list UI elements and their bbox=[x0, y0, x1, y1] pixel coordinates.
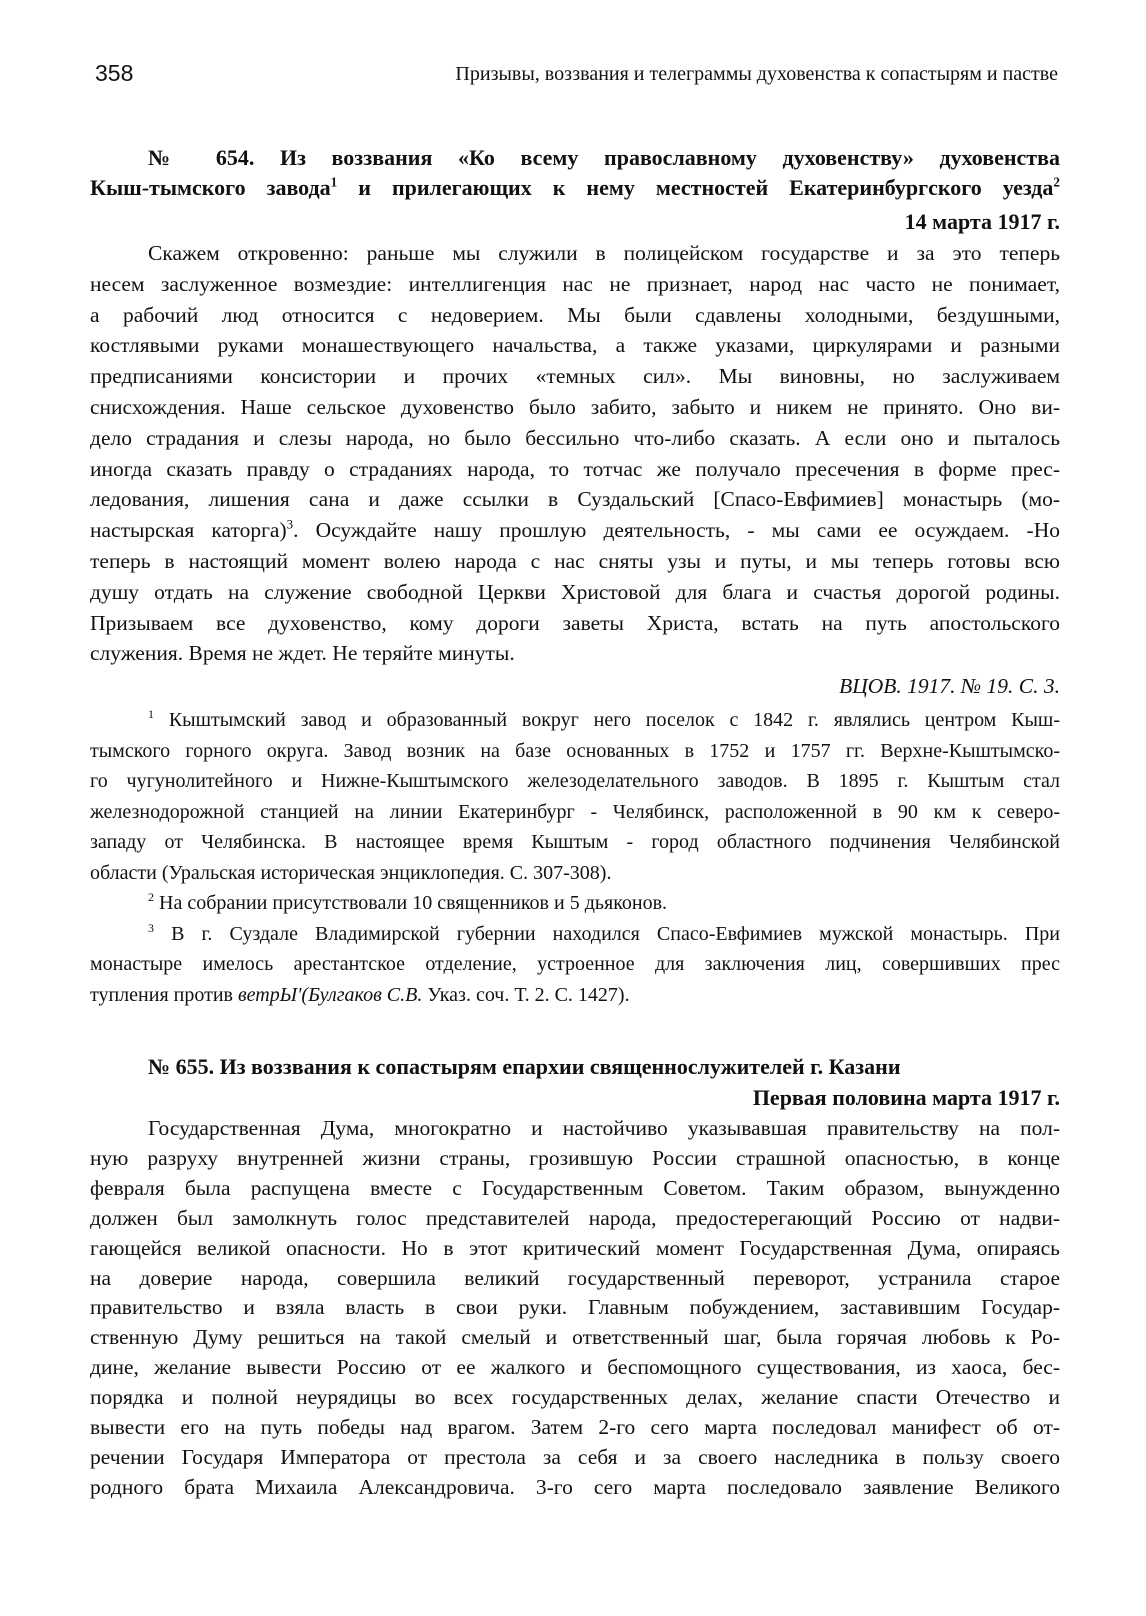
text-segment: теперь в настоящий момент волею народа с нас сняты узы и путы, и мы теперь готовы всю bbox=[90, 548, 1060, 573]
footnote-marker: 3 bbox=[148, 920, 154, 935]
text-segment: Кыш-тымского завода bbox=[90, 175, 331, 200]
text-line bbox=[90, 392, 1060, 423]
text-segment: предписаниями консистории и прочих «темных сил». Мы виновны, но заслуживаем bbox=[90, 364, 1060, 389]
text-segment: . Осуждайте нашу прошлую деятельность, - мы сами ее осуждаем. -Но bbox=[293, 518, 1060, 543]
text-segment: и прилегающих к нему местностей Екатеринбургского уезда bbox=[337, 175, 1054, 200]
text-segment: ветрЫ'(Булгаков С.В. bbox=[237, 983, 423, 1006]
text-segment: Государственная Дума, многократно и настойчиво указывавшая правительству на пол- bbox=[148, 1116, 1060, 1140]
text-segment: На собрании присутствовали 10 священников и 5 дьяконов. bbox=[154, 892, 668, 914]
text-segment: ледования, лишения сана и даже ссылки в Суздальский [Спасо-Евфимиев] монастырь (мо- bbox=[90, 487, 1060, 512]
text-line bbox=[90, 736, 1060, 767]
text-line bbox=[90, 766, 1060, 797]
text-line bbox=[90, 638, 1060, 669]
footnote-marker: 1 bbox=[148, 707, 154, 722]
text-line bbox=[90, 238, 1060, 269]
text-line bbox=[90, 454, 1060, 485]
text-line bbox=[90, 361, 1060, 392]
text-line bbox=[90, 515, 1060, 546]
text-line bbox=[90, 300, 1060, 331]
text-line bbox=[90, 1323, 1060, 1353]
text-segment: вывести его на путь победы над врагом. Затем 2-го сего марта последовал манифест об от- bbox=[90, 1415, 1060, 1440]
doc655-date: Первая половина марта 1917 г. bbox=[752, 1085, 1060, 1110]
text-line bbox=[90, 484, 1060, 515]
text-segment: иногда сказать правду о страданиях народа, то тотчас же получало пресечения в форме прес- bbox=[90, 456, 1060, 481]
doc654-footnotes bbox=[90, 705, 1060, 1010]
text-line bbox=[90, 1174, 1060, 1204]
text-segment: порядка и полной неурядицы во всех государственных делах, желание спасти Отечество и bbox=[90, 1385, 1060, 1410]
text-line bbox=[90, 888, 1060, 919]
text-segment: Указ. соч. Т. 2. С. 1427). bbox=[422, 983, 630, 1006]
page-number: 358 bbox=[95, 60, 134, 86]
text-segment: Кыштымский завод и образованный вокруг него поселок с 1842 г. являлись центром Кыш- bbox=[154, 709, 1060, 731]
text-line bbox=[90, 173, 1060, 203]
text-segment: тымского горного округа. Завод возник на базе основанных в 1752 и 1757 гг. Верхне-Кыштымско- bbox=[90, 739, 1060, 762]
text-line bbox=[90, 1353, 1060, 1383]
text-line bbox=[90, 330, 1060, 361]
doc654-title bbox=[90, 143, 1060, 203]
text-segment: а рабочий люд относится с недоверием. Мы были сдавлены холодными, бездушными, bbox=[90, 302, 1060, 327]
footnote-marker: 3 bbox=[286, 517, 294, 532]
text-line bbox=[90, 1114, 1060, 1144]
text-line bbox=[90, 858, 1060, 889]
text-line bbox=[90, 1413, 1060, 1443]
text-segment: душу отдать на служение свободной Церкви Христовой для блага и счастья дорогой родины. bbox=[90, 579, 1060, 604]
text-line bbox=[90, 1144, 1060, 1174]
text-line bbox=[90, 1293, 1060, 1323]
text-segment: гающейся великой опасности. Но в этот критический момент Государственная Дума, опираясь bbox=[90, 1235, 1060, 1260]
text-segment: февраля была распущена вместе с Государственным Советом. Таким образом, вынужденно bbox=[90, 1175, 1060, 1200]
text-line bbox=[90, 980, 1060, 1011]
text-line bbox=[90, 143, 1060, 173]
text-segment: области (Уральская историческая энциклопедия. С. 307-308). bbox=[90, 861, 612, 884]
text-segment: В г. Суздале Владимирской губернии находился Спасо-Евфимиев мужской монастырь. При bbox=[154, 922, 1060, 945]
text-segment: настырская каторга) bbox=[90, 518, 287, 543]
text-segment: Скажем откровенно: раньше мы служили в полицейском государстве и за это теперь bbox=[148, 241, 1060, 265]
text-segment: костлявыми руками монашествующего начальства, а также указами, циркулярами и разными bbox=[90, 333, 1060, 358]
text-segment: дине, желание вывести Россию от ее жалкого и беспомощного существования, из хаоса, бес- bbox=[90, 1355, 1060, 1380]
text-segment: тупления против bbox=[90, 983, 238, 1006]
text-line bbox=[90, 1383, 1060, 1413]
text-line bbox=[90, 269, 1060, 300]
running-title: Призывы, воззвания и телеграммы духовенства к сопастырям и пастве bbox=[455, 63, 1058, 85]
doc655-body bbox=[90, 1114, 1060, 1503]
text-segment: родного брата Михаила Александровича. 3-го сего марта последовало заявление Великого bbox=[90, 1474, 1060, 1499]
text-segment: несем заслуженное возмездие: интеллигенция нас не признает, народ нас часто не понимает, bbox=[90, 271, 1060, 296]
text-line bbox=[90, 577, 1060, 608]
text-segment: западу от Челябинска. В настоящее время Кыштым - город областного подчинения Челябинской bbox=[90, 831, 1060, 853]
text-segment: на доверие народа, совершила великий государственный переворот, устранила старое bbox=[90, 1265, 1060, 1290]
text-line bbox=[90, 1443, 1060, 1473]
text-line bbox=[90, 1234, 1060, 1264]
doc654-date: 14 марта 1917 г. bbox=[904, 209, 1060, 234]
doc655-title: № 655. Из воззвания к сопастырям епархии священнослужителей г. Казани bbox=[148, 1054, 901, 1079]
doc654-body bbox=[90, 238, 1060, 669]
footnote-marker: 2 bbox=[148, 890, 154, 905]
text-segment: ственную Думу решиться на такой смелый и ответственный шаг, была горячая любовь к Ро- bbox=[90, 1325, 1060, 1350]
text-line bbox=[90, 546, 1060, 577]
text-line bbox=[90, 919, 1060, 950]
text-segment: № 654. Из воззвания «Ко всему православному духовенству» духовенства bbox=[148, 145, 1060, 170]
text-line bbox=[90, 705, 1060, 736]
footnote-marker: 1 bbox=[330, 174, 338, 190]
text-line bbox=[90, 1264, 1060, 1294]
text-segment: речении Государя Императора от престола за себя и за своего наследника в пользу своего bbox=[90, 1444, 1060, 1469]
text-segment: дело страдания и слезы народа, но было бессильно что-либо сказать. А если оно и пыталось bbox=[90, 425, 1060, 450]
text-segment: служения. Время не ждет. Не теряйте минуты. bbox=[90, 641, 515, 666]
text-line bbox=[90, 797, 1060, 828]
text-segment: Призываем все духовенство, кому дороги заветы Христа, встать на путь апостольского bbox=[90, 610, 1060, 635]
text-line bbox=[90, 949, 1060, 980]
text-segment: железнодорожной станцией на линии Екатеринбург - Челябинск, расположенной в 90 км к северо- bbox=[90, 800, 1060, 823]
footnote-marker: 2 bbox=[1053, 174, 1061, 190]
text-segment: снисхождения. Наше сельское духовенство было забито, забыто и никем не принято. Оно ви- bbox=[90, 394, 1060, 419]
text-line bbox=[90, 1473, 1060, 1503]
text-segment: ную разруху внутренней жизни страны, грозившую России страшной опасностью, в конце bbox=[90, 1145, 1060, 1170]
text-segment: правительство и взяла власть в свои руки. Главным побуждением, заставившим Государ- bbox=[90, 1295, 1060, 1320]
text-segment: должен был замолкнуть голос представителей народа, предостерегающий Россию от надви- bbox=[90, 1205, 1060, 1230]
text-segment: го чугунолитейного и Нижне-Кыштымского железоделательного заводов. В 1895 г. Кыштым стал bbox=[90, 770, 1060, 792]
text-line bbox=[90, 423, 1060, 454]
text-line bbox=[90, 827, 1060, 858]
text-line bbox=[90, 1204, 1060, 1234]
text-line bbox=[90, 608, 1060, 639]
text-segment: монастыре имелось арестантское отделение, устроенное для заключения лиц, совершивших прес bbox=[90, 953, 1060, 975]
doc654-source: ВЦОВ. 1917. № 19. С. 3. bbox=[839, 674, 1060, 698]
